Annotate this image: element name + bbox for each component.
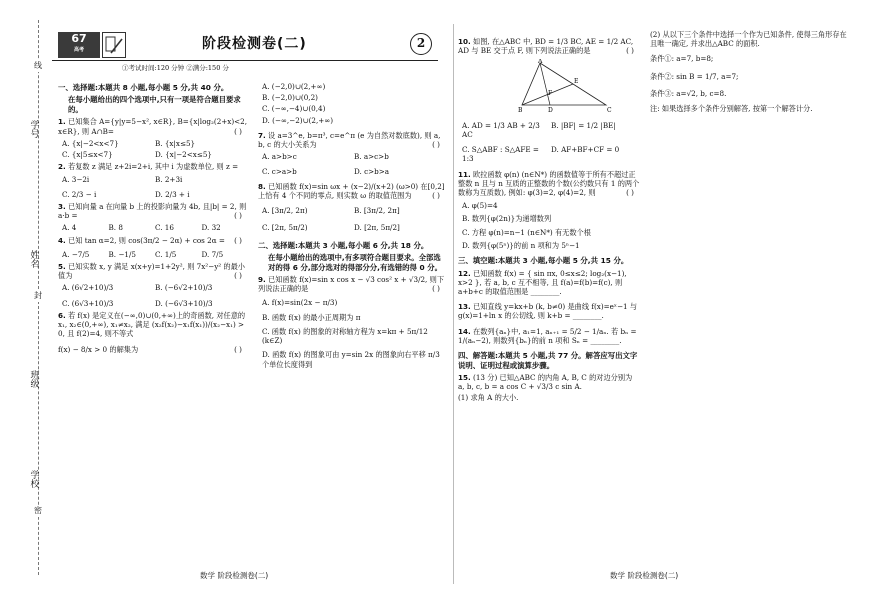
question-number: 11. (458, 169, 471, 179)
triangle-figure (518, 59, 640, 117)
field-student-id-label: 学号 (28, 120, 39, 138)
question-number: 12. (458, 268, 471, 278)
header-divider (52, 60, 438, 61)
section-1-title: 一、选择题:本题共 8 小题,每小题 5 分,共 40 分。 (58, 83, 229, 92)
sub-question-1: (1) 求角 A 的大小. (458, 393, 519, 403)
vertex-label: B (518, 107, 523, 115)
column-2 (258, 80, 446, 369)
question-12 (458, 269, 640, 297)
question-8 (258, 182, 446, 233)
answer-blank: ( ) (234, 126, 242, 136)
question-7 (258, 131, 446, 176)
question-text: (13 分) 已知△ABC 的内角 A, B, C 的对边分别为 a, b, c, b = a cos C + √3/3 c sin A. (458, 373, 633, 392)
q6-option-b: B. (−2,0)∪(0,2) (262, 93, 318, 103)
option-a: A. (6√2+10)/3 (62, 283, 114, 293)
option-a: A. a>b>c (262, 152, 297, 162)
question-number: 8. (258, 181, 266, 191)
question-number: 1. (58, 117, 66, 127)
option-b: B. {x|x≤5} (155, 138, 196, 148)
question-text: 已知函数 f(x) = { sin πx, 0≤x≤2; log₂(x−1), x>2 }, 若 a, b, c 互不相等, 且 f(a)=f(b)=f(c), 则 a+b+c 的取值范围是 ________. (458, 268, 627, 296)
question-number: 2. (58, 162, 66, 172)
question-13 (458, 302, 640, 320)
option-c: C. 1/5 (155, 249, 177, 259)
option-d: D. [2π, 5π/2] (354, 223, 400, 233)
option-c: C. 方程 φ(n)=n−1 (n∈N*) 有无数个根 (462, 227, 591, 237)
section-2-title: 二、选择题:本题共 3 小题,每小题 6 分,共 18 分。 (258, 240, 429, 250)
option-c: C. 函数 f(x) 的图象的对称轴方程为 x=kπ + 5π/12 (k∈Z) (262, 326, 428, 346)
question-text: 若复数 z 满足 z+2i=2+i, 其中 i 为虚数单位, 则 z = (68, 162, 239, 172)
binding-mark-mi: 密 (34, 505, 42, 517)
answer-blank: ( ) (432, 284, 440, 294)
question-number: 10. (458, 37, 471, 46)
option-c: C. (6√3+10)/3 (62, 298, 114, 308)
question-number: 9. (258, 275, 266, 285)
vertex-label: E (574, 78, 579, 86)
binding-mark-xian: 线 (34, 60, 42, 72)
option-a: A. {x|−2<x<7} (62, 138, 119, 148)
option-d: D. 函数 f(x) 的图象可由 y=sin 2x 的图象向右平移 π/3 个单位长度得到 (262, 350, 440, 369)
question-text: 已知集合 A={y|y=5−x², x∈R}, B={x|log₂(2+x)<2, x∈R}, 则 A∩B= (58, 117, 248, 136)
condition-2: 条件②: sin B = 1/7, a=7; (650, 71, 739, 81)
question-3 (58, 202, 248, 233)
question-number: 7. (258, 130, 266, 140)
question-number: 4. (58, 235, 66, 245)
option-b: B. [3π/2, 2π] (354, 206, 400, 216)
scoring-note: 注: 如果选择多个条件分别解答, 按第一个解答计分. (650, 104, 813, 114)
column-4 (650, 28, 850, 113)
binding-margin (0, 0, 52, 599)
question-9 (258, 275, 446, 369)
question-number: 6. (58, 310, 66, 320)
footer-left: 数学 阶段检测卷(二) (200, 571, 269, 580)
option-b: B. (−6√2+10)/3 (155, 283, 213, 293)
question-11 (458, 170, 640, 251)
question-text: 若 f(x) 是定义在(−∞,0)∪(0,+∞)上的奇函数, 对任意的 x₁, x₂∈(0,+∞), x₁≠x₂, 满足 (x₂f(x₂)−x₁f(x₁))/(x₂−x₁) > 0, 且 f(2)=4, 则不等式 (58, 310, 246, 339)
option-c: C. 2/3 − i (62, 189, 97, 199)
question-10 (458, 37, 640, 164)
option-a: A. [3π/2, 2π) (262, 206, 308, 216)
option-c: C. 16 (155, 223, 174, 233)
field-name-label: 姓名 (28, 250, 39, 268)
answer-blank: ( ) (234, 235, 242, 245)
option-c: C. c>a>b (262, 166, 297, 176)
question-text: 欧拉函数 φ(n) (n∈N*) 的函数值等于所有不超过正整数 n 且与 n 互质的正整数的个数(公约数只有 1 的两个数称为互质数), 例如: φ(3)=2, φ(4)=2, 则 (458, 169, 640, 197)
answer-blank: ( ) (234, 211, 242, 221)
option-a: A. φ(5)=4 (462, 201, 498, 211)
option-b: B. a>c>b (354, 152, 389, 162)
condition-3: 条件③: a=√2, b, c=8. (650, 88, 727, 98)
vertex-label: F (548, 90, 553, 98)
question-text: 已知 tan α=2, 则 cos(3π/2 − 2α) + cos 2α = (68, 235, 225, 245)
option-b: B. 数列{φ(2n)}为递增数列 (462, 214, 552, 224)
page-divider (453, 24, 454, 584)
q6-option-d: D. (−∞,−2)∪(2,+∞) (262, 115, 334, 125)
answer-blank: ( ) (234, 344, 242, 354)
test-number-badge: 2 (410, 33, 432, 55)
answer-blank: ( ) (432, 140, 440, 150)
option-c: C. [2π, 5π/2) (262, 223, 308, 233)
column-3 (458, 34, 640, 403)
question-number: 14. (458, 326, 471, 336)
vertex-label: A (538, 59, 543, 66)
option-d: D. AF+BF+CF = 0 (551, 145, 620, 155)
question-number: 15. (458, 373, 471, 382)
option-b: B. −1/5 (108, 249, 136, 259)
question-number: 13. (458, 302, 471, 312)
option-d: D. (−6√3+10)/3 (155, 298, 213, 308)
answer-blank: ( ) (626, 46, 634, 56)
option-b: B. 8 (108, 223, 123, 233)
option-a: A. 4 (62, 223, 77, 233)
option-a: A. 3−2i (62, 174, 90, 184)
answer-blank: ( ) (234, 271, 242, 281)
question-text: 已知函数 f(x)=sin ωx + (x−2)/(x+2) (ω>0) 在[0,2]上恰有 4 个不同的零点, 则实数 ω 的取值范围为 (258, 181, 445, 200)
logo-sub-text: 高考 (73, 47, 84, 53)
section-4-title: 四、解答题:本题共 5 小题,共 77 分。解答应写出文字说明、证明过程或演算步骤。 (458, 351, 638, 370)
page-header (52, 24, 438, 78)
option-c: C. S△ABF : S△AFE = 1:3 (462, 145, 539, 164)
option-a: A. AD = 1/3 AB + 2/3 AC (462, 120, 540, 139)
question-text: 如图, 在△ABC 中, BD = 1/3 BC, AE = 1/2 AC, AD 与 BE 交于点 F, 则下列说法正确的是 (458, 37, 634, 56)
section-1-desc: 在每小题给出的四个选项中,只有一项是符合题目要求的。 (68, 95, 241, 114)
question-text: 已知实数 x, y 满足 x(x+y)=1+2y², 则 7x²−y² 的最小值为 (58, 262, 245, 281)
question-2 (58, 162, 248, 199)
q15-part-2-intro: (2) 从以下三个条件中选择一个作为已知条件, 使得三角形存在且唯一确定, 并求出△ABC 的面积. (650, 30, 847, 49)
column-1 (58, 80, 248, 354)
question-14 (458, 327, 640, 345)
page-title: 阶段检测卷(二) (202, 36, 307, 52)
option-d: D. 2/3 + i (155, 189, 190, 199)
option-d: D. 数列{φ(5ⁿ)}的前 n 项和为 5ⁿ−1 (462, 240, 580, 250)
question-5 (58, 262, 248, 308)
binding-mark-feng: 封 (34, 290, 42, 302)
q6-option-c: C. (−∞,−4)∪(0,4) (262, 104, 326, 114)
option-d: D. {x|−2<x≤5} (155, 150, 212, 160)
field-class-label: 班级 (28, 370, 39, 388)
question-4 (58, 236, 248, 259)
option-a: A. f(x)=sin(2x − π/3) (262, 298, 338, 308)
answer-blank: ( ) (432, 190, 440, 200)
option-a: A. −7/5 (62, 249, 90, 259)
question-text: 已知函数 f(x)=sin x cos x − √3 cos² x + √3/2, 则下列说法正确的是 (258, 275, 445, 294)
question-text: 在数列{aₙ}中, a₁=1, aₙ₊₁ = 5/2 − 1/aₙ. 若 bₙ = 1/(aₙ−2), 则数列{bₙ}的前 n 项和 Sₙ = ________. (458, 326, 637, 345)
exam-meta: ①考试时间:120 分钟 ②满分:150 分 (122, 64, 229, 72)
option-d: D. 32 (201, 223, 221, 233)
section-3-title: 三、填空题:本题共 3 小题,每小题 5 分,共 15 分。 (458, 256, 629, 266)
option-b: B. 函数 f(x) 的最小正周期为 π (262, 312, 361, 322)
option-c: C. {x|5≤x<7} (62, 150, 113, 160)
option-b: B. |BF| = 1/2 |BE| (551, 120, 616, 130)
question-text-tail: f(x) − 8/x > 0 的解集为 (58, 344, 139, 354)
vertex-label: C (607, 107, 612, 115)
question-6 (58, 311, 248, 354)
question-text: 已知向量 a 在向量 b 上的投影向量为 4b, 且|b| = 2, 则 a·b = (58, 201, 247, 221)
option-d: D. 7/5 (201, 249, 224, 259)
logo-main-text: 67 (71, 32, 87, 45)
question-number: 3. (58, 201, 66, 211)
option-d: D. c>b>a (354, 166, 390, 176)
question-1 (58, 117, 248, 159)
option-b: B. 2+3i (155, 174, 183, 184)
condition-1: 条件①: a=7, b=8; (650, 54, 714, 64)
question-15 (458, 373, 640, 403)
question-text: 已知直线 y=kx+b (k, b≠0) 是曲线 f(x)=eˣ−1 与 g(x)=1+ln x 的公切线, 则 k+b = ________. (458, 302, 638, 321)
answer-blank: ( ) (626, 187, 634, 197)
pen-icon (102, 32, 126, 58)
question-text: 设 a=3^e, b=π³, c=e^π (e 为自然对数底数), 则 a, b, c 的大小关系为 (258, 130, 441, 150)
brand-logo (58, 32, 100, 58)
field-school-label: 学校 (28, 470, 39, 488)
footer-right: 数学 阶段检测卷(二) (610, 571, 679, 580)
vertex-label: D (548, 107, 553, 115)
section-2-desc: 在每小题给出的选项中,有多项符合题目要求。全部选对的得 6 分,部分选对的得部分分,有选错的得 0 分。 (268, 253, 443, 272)
q6-option-a: A. (−2,0)∪(2,+∞) (262, 82, 326, 91)
question-number: 5. (58, 262, 66, 272)
